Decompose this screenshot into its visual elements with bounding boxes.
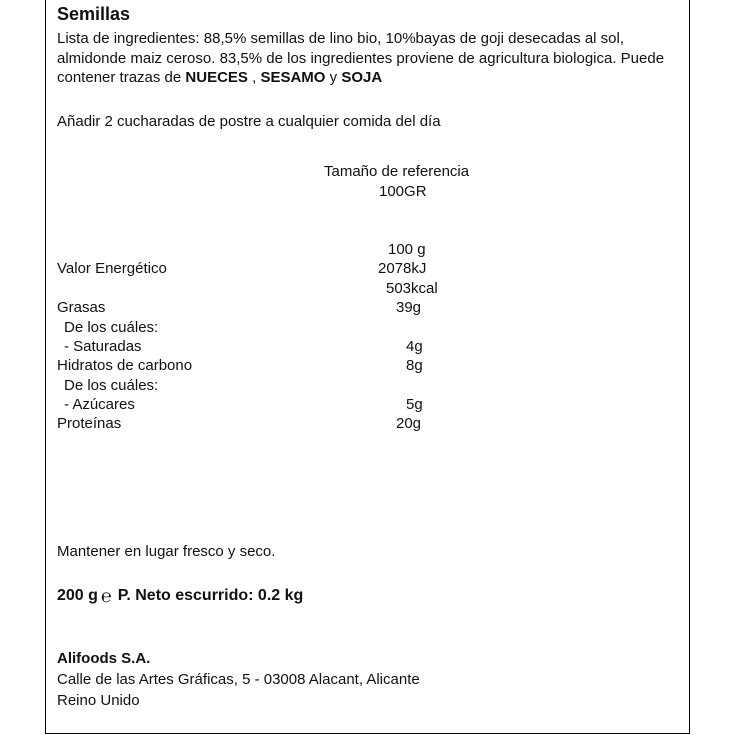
nutrition-label: De los cuáles: <box>64 319 159 336</box>
ingredients-list: Lista de ingredientes: 88,5% semillas de lino bio, 10%bayas de goji desecadas al sol, almidonde maiz ceroso. 83,5% de los ingredientes proviene de agricultura biologica. Puede contener trazas de <box>57 30 665 86</box>
nutrition-label: - Saturadas <box>64 338 142 355</box>
nutrition-value: 8g <box>406 357 423 374</box>
allergen-nueces: NUECES <box>185 69 248 86</box>
company-country: Reino Unido <box>57 692 140 709</box>
company-name: Alifoods S.A. <box>57 650 151 667</box>
usage-instructions: Añadir 2 cucharadas de postre a cualquier comida del día <box>57 113 441 130</box>
nutrition-label: De los cuáles: <box>64 377 159 394</box>
net-weight-line <box>57 586 303 606</box>
nutrition-value: 20g <box>396 415 422 432</box>
product-title: Semillas <box>57 4 131 24</box>
nutrition-value: 5g <box>406 396 423 413</box>
ingredients-text <box>57 29 677 88</box>
nutrition-label: Valor Energético <box>57 260 167 277</box>
nutrition-label: Hidratos de carbono <box>57 357 193 374</box>
nutrition-value: 4g <box>406 338 423 355</box>
allergen-soja: SOJA <box>341 69 383 86</box>
allergen-separator: y <box>325 69 342 86</box>
company-address: Calle de las Artes Gráficas, 5 - 03008 Alacant, Alicante <box>57 671 420 688</box>
nutrition-label: Grasas <box>57 299 106 316</box>
net-weight: 200 g <box>57 587 98 604</box>
nutrition-label: Proteínas <box>57 415 122 432</box>
storage-instructions: Mantener en lugar fresco y seco. <box>57 543 276 560</box>
nutrition-value: 2078kJ <box>378 260 427 277</box>
nutrition-label: - Azúcares <box>64 396 135 413</box>
estimated-sign-icon: ℮ <box>100 586 112 606</box>
nutrition-value: 39g <box>396 299 422 316</box>
nutrition-value: 503kcal <box>386 280 438 297</box>
reference-size-label: Tamaño de referencia <box>324 163 470 180</box>
allergen-separator: , <box>247 69 261 86</box>
drained-weight: P. Neto escurrido: 0.2 kg <box>117 587 304 604</box>
nutrition-column-header: 100 g <box>388 241 426 258</box>
allergen-sesamo: SESAMO <box>260 69 326 86</box>
reference-size-unit: 100GR <box>379 183 427 200</box>
